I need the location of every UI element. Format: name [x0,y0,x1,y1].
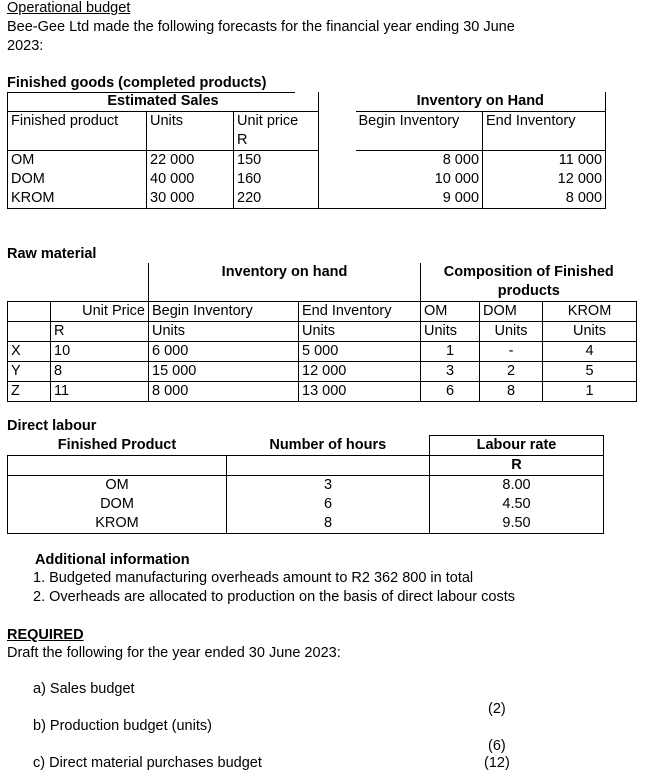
table-row: OM 3 8.00 [8,476,604,496]
col-labour-product: Finished Product [8,436,227,456]
col-raw-begin-inventory: Begin Inventory [149,302,299,322]
required-item-b: b) Production budget (units) [33,718,212,734]
estimated-sales-header: Estimated Sales [8,92,319,112]
composition-header-line-2: products [421,282,637,302]
required-heading: REQUIRED [7,627,84,643]
col-units: Units [147,112,234,132]
finished-goods-table [7,92,606,209]
direct-labour-heading: Direct labour [7,418,97,434]
finished-goods-heading: Finished goods (completed products) [7,75,267,91]
table-row: DOM 6 4.50 [8,495,604,514]
intro-text-line-1: Bee-Gee Ltd made the following forecasts for the financial year ending 30 June [7,19,515,35]
col-unit-price: Unit price [234,112,319,132]
table-row: Z 11 8 000 13 000 6 8 1 [8,382,637,402]
col-krom-units: Units [543,322,637,342]
table-row: Y 8 15 000 12 000 3 2 5 [8,362,637,382]
additional-info-item-1: 1. Budgeted manufacturing overheads amount to R2 362 800 in total [33,570,474,586]
col-raw-currency: R [51,322,149,342]
col-begin-inventory: Begin Inventory [356,112,483,132]
col-raw-end-inventory: End Inventory [299,302,421,322]
table-row: KROM 30 000 220 9 000 8 000 [8,189,606,209]
additional-info-heading: Additional information [35,552,190,568]
composition-header-line-1: Composition of Finished [421,263,637,282]
col-raw-end-units: Units [299,322,421,342]
col-om: OM [421,302,480,322]
col-raw-begin-units: Units [149,322,299,342]
required-instruction: Draft the following for the year ended 30 June 2023: [7,645,341,661]
table-row: KROM 8 9.50 [8,514,604,534]
required-item-a-marks: (2) [488,701,506,717]
col-end-inventory: End Inventory [483,112,606,132]
intro-text-line-2: 2023: [7,38,44,54]
col-labour-rate: Labour rate [430,436,604,456]
page-title: Operational budget [7,0,131,16]
table-row: OM 22 000 150 8 000 11 000 [8,151,606,171]
col-unit-price-currency: R [234,131,319,151]
col-dom: DOM [480,302,543,322]
required-item-b-marks: (6) [488,738,506,754]
col-dom-units: Units [480,322,543,342]
col-labour-hours: Number of hours [227,436,430,456]
col-om-units: Units [421,322,480,342]
col-finished-product: Finished product [8,112,147,132]
required-item-c: c) Direct material purchases budget [33,755,262,771]
col-raw-unit-price: Unit Price [51,302,149,322]
raw-inventory-on-hand-header: Inventory on hand [149,263,421,282]
raw-material-table [7,263,637,402]
col-krom: KROM [543,302,637,322]
direct-labour-table [7,435,604,534]
raw-material-heading: Raw material [7,246,97,262]
col-labour-currency: R [430,456,604,476]
table-row: X 10 6 000 5 000 1 - 4 [8,342,637,362]
additional-info-item-2: 2. Overheads are allocated to production on the basis of direct labour costs [33,589,516,605]
required-item-a: a) Sales budget [33,681,135,697]
inventory-on-hand-header: Inventory on Hand [356,92,606,112]
table-row: DOM 40 000 160 10 000 12 000 [8,170,606,189]
required-item-c-marks: (12) [484,755,510,771]
